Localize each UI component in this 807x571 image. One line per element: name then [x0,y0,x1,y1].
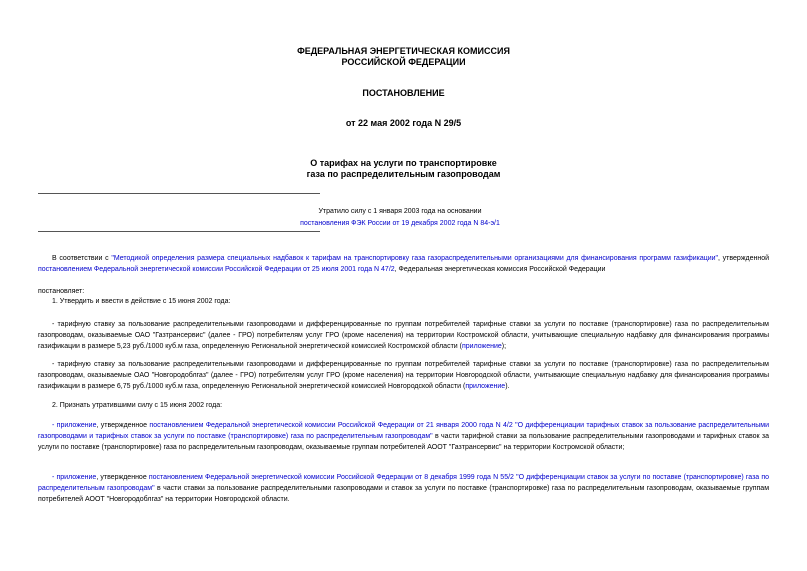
resolution-55-2-link[interactable]: постановлением Федеральной энергетической комиссии Российской Федерации от 8 декабря 1999 года N 55/2 "О дифференциации ставок за услуги по поставке (транспортировке) газа по распределительным газопроводам" [38,474,770,492]
tariff-kostroma-paragraph [38,319,769,352]
resolution-4-2-link[interactable]: постановлением Федеральной энергетической комиссии Российской Федерации от 21 января 2000 года N 4/2 "О дифференциации тарифных ставок за пользование распределительными газопроводами и тарифных ставок за услуги по поставке (транспортировке) газа по распределительным газопроводам" [38,422,769,440]
tariff-kostroma-end: ); [501,343,507,350]
resolution-47-2-link[interactable]: постановлением Федеральной энергетической комиссии Российской Федерации от 25 июля 2001 года N 47/2 [38,266,395,273]
tariff-novgorod-text: - тарифную ставку за пользование распределительными газопроводами и дифференцированные по группам потребителей тарифные ставки за услуги по поставке (транспортировке) газа по распределительным газопроводам, оказываемые ОАО "Новгородоблгаз" (далее - ГРО) потребителям услуг ГРО (кроме населения) на территории Новгородской области, учитывающие специальную надбавку для финансирования программы газификации в размере 6,75 руб./1000 куб.м газа, определенную Региональной энергетической комиссией Новгородской области ( [38,361,769,390]
item-2 [38,400,769,411]
tariff-kostroma-text: - тарифную ставку за пользование распределительными газопроводами и дифференцированные по группам потребителей тарифные ставки за услуги по поставке (транспортировке) газа по распределительным газопроводам, оказываемые ОАО "Газтрансервис" (далее - ГРО) потребителям услуг ГРО (кроме населения) на территории Костромской области, учитывающие специальную надбавку для финансирования программы газификации в размере 5,23 руб./1000 куб.м газа, определенную Региональной энергетической комиссией Костромской области ( [38,321,769,350]
item-1 [38,296,769,307]
tariff-novgorod-end: ). [505,383,510,390]
intro-text-2: , утвержденной [718,255,770,262]
intro-paragraph [38,253,769,275]
intro-text-1: В соответствии с [52,255,112,262]
repeal-novgorod-text-2: в части ставки за пользование распределительными газопроводами и ставок за услуги по поставке (транспортировке) газа по распределительным газопроводам, оказываемые группам потребителей АООТ "Новгородоблгаз" на территории Новгородской области. [38,485,770,503]
separator-top [38,193,320,194]
repeal-novgorod-text-1: , утвержденное [96,474,149,481]
tariff-novgorod-paragraph [38,359,769,392]
item-1-text: 1. Утвердить и ввести в действие с 15 июня 2002 года: [52,298,231,305]
document-title-line1: О тарифах на услуги по транспортировке [310,158,497,168]
intro-text-3: , Федеральная энергетическая комиссия Российской Федерации [394,266,606,273]
decides-label: постановляет: [38,288,85,295]
document-date: от 22 мая 2002 года N 29/5 [345,118,462,128]
repeal-appendix-link-2[interactable]: - приложение [52,474,97,481]
appendix-link-kostroma[interactable]: приложение [461,343,502,350]
repeal-novgorod-paragraph [38,472,769,505]
organization-name-line2: РОССИЙСКОЙ ФЕДЕРАЦИИ [341,57,466,67]
status-note [250,206,550,230]
organization-name-line1: ФЕДЕРАЛЬНАЯ ЭНЕРГЕТИЧЕСКАЯ КОМИССИЯ [297,46,510,56]
repeal-kostroma-text-2: в части тарифной ставки за пользование распределительными газопроводами и тарифных ставок за услуги по поставке (транспортировке) газа по распределительным газопроводам, оказываемые группам потребителей АООТ "Газтрансервис" на территории Костромской области; [38,433,769,451]
repeal-appendix-link-1[interactable]: - приложение [52,422,97,429]
repeal-kostroma-text-1: , утвержденное [96,422,150,429]
appendix-link-novgorod[interactable]: приложение [465,383,506,390]
repeal-kostroma-paragraph [38,420,769,453]
status-note-link[interactable]: постановления ФЭК России от 19 декабря 2002 года N 84-э/1 [300,220,500,227]
status-note-text: Утратило силу с 1 января 2003 года на основании [318,208,482,215]
separator-bottom [38,231,320,232]
methodology-link[interactable]: "Методикой определения размера специальных надбавок к тарифам на транспортировку газа газораспределительными организациями для финансирования программ газификации" [111,255,719,262]
document-title-line2: газа по распределительным газопроводам [306,169,501,179]
document-type: ПОСТАНОВЛЕНИЕ [362,88,445,98]
item-2-text: 2. Признать утратившими силу с 15 июня 2002 года: [52,402,223,409]
